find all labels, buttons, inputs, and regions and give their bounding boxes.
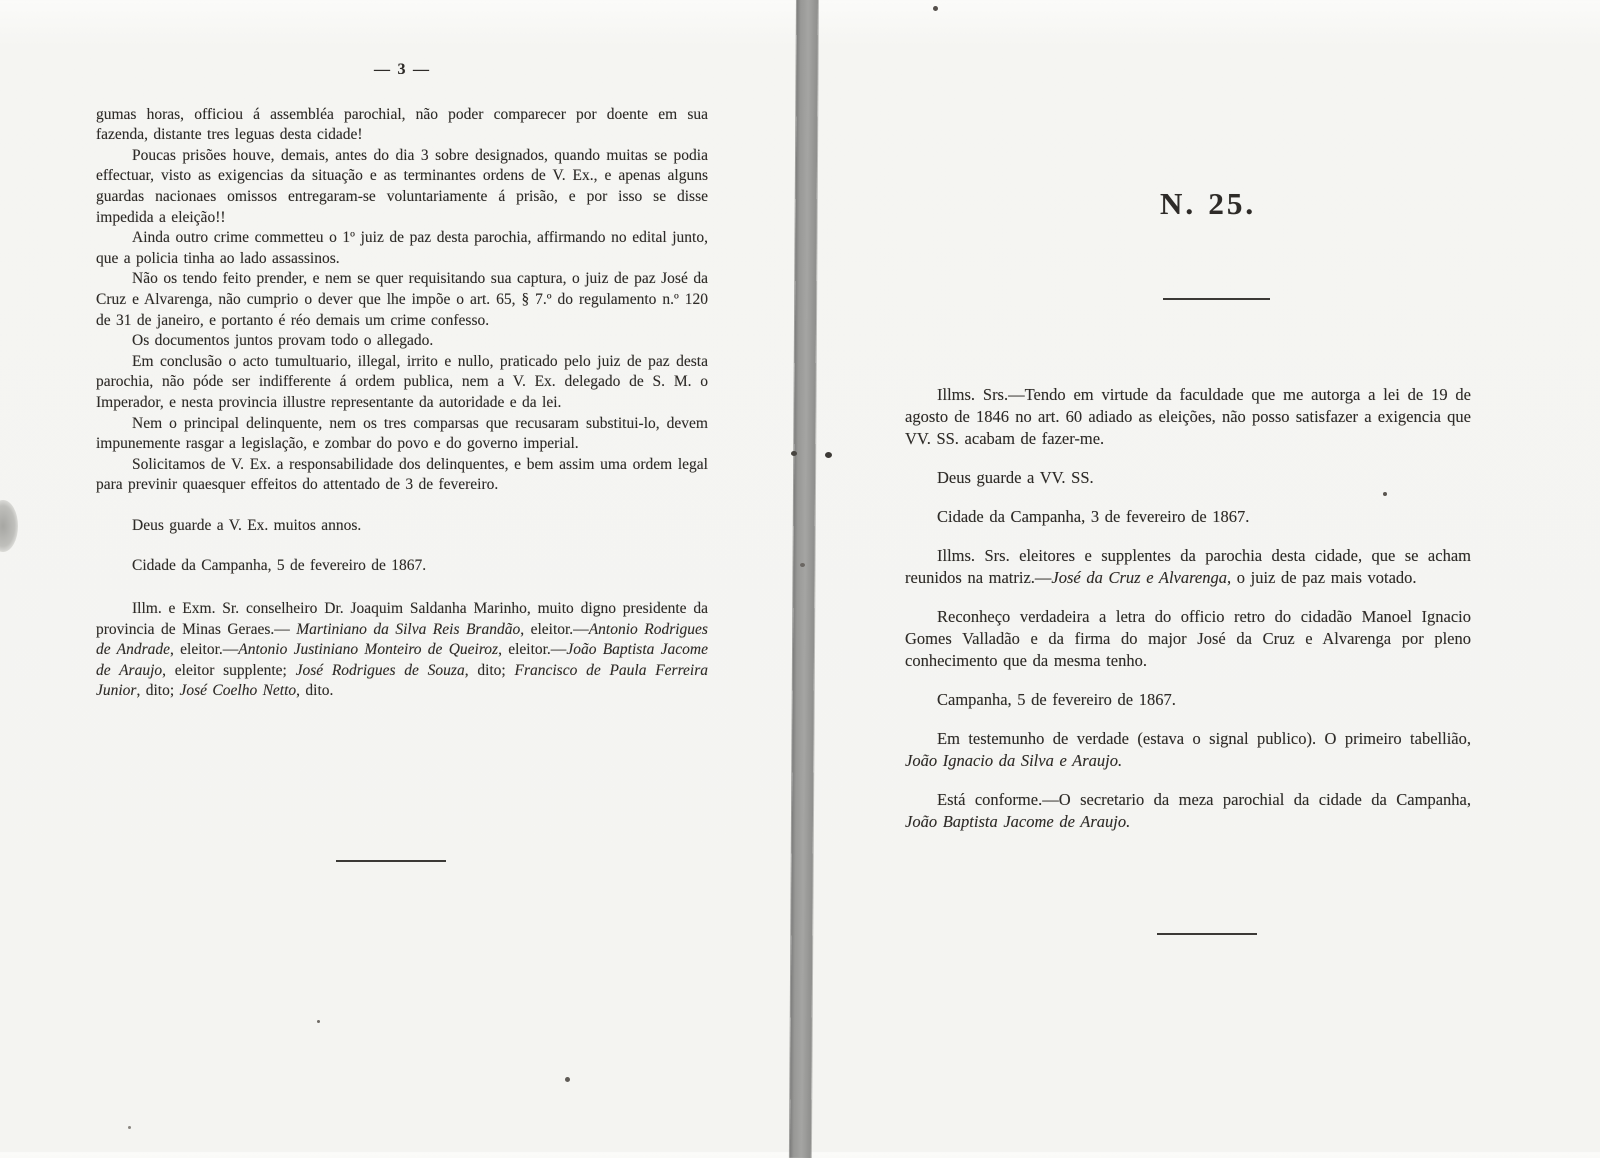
body-text: , o juiz de paz mais votado. xyxy=(1226,568,1417,587)
signature-text: , dito; xyxy=(136,682,180,700)
signature-paragraph xyxy=(96,599,708,702)
signer-name: Antonio Rodrigues de Andrade xyxy=(96,620,708,659)
signature-text: Illm. e Exm. Sr. conselheiro Dr. Joaquim Saldanha Marinho, muito digno presidente da provincia de Minas Geraes.— xyxy=(96,600,708,638)
signature-text: , eleitor.— xyxy=(170,641,239,659)
body-paragraph: Illms. Srs.—Tendo em virtude da faculdade que me autorga a lei de 19 de agosto de 1846 no art. 60 adiado as eleições, não posso satisfazer a exigencia que VV. SS. acabam de fazer-me. xyxy=(905,385,1471,448)
scan-speck xyxy=(317,1020,320,1023)
scan-speck xyxy=(1383,492,1387,496)
signer-name: Antonio Justiniano Monteiro de Queiroz xyxy=(238,641,499,659)
signature-text: , eleitor.— xyxy=(520,620,589,638)
closing-line: Cidade da Campanha, 5 de fevereiro de 1867. xyxy=(132,557,427,575)
signer-name: João Baptista Jacome de Araujo xyxy=(96,641,708,679)
body-text: Está conforme.—O secretario da meza parochial da cidade da Campanha, xyxy=(937,790,1471,809)
dateline: Cidade da Campanha, 3 de fevereiro de 1867. xyxy=(937,507,1250,526)
body-paragraph: Nem o principal delinquente, nem os tres comparsas que recusaram substitui-lo, devem impunemente rasgar a legislação, e zombar do povo e do governo imperial. xyxy=(96,414,708,453)
left-page xyxy=(96,60,708,862)
body-paragraph: Reconheço verdadeira a letra do officio retro do cidadão Manoel Ignacio Gomes Valladão e da firma do major José da Cruz e Alvarenga por pleno conhecimento que da mesma tenho. xyxy=(905,607,1471,670)
right-page xyxy=(905,186,1471,935)
closing-line: Deus guarde a VV. SS. xyxy=(937,468,1094,487)
signer-name: Francisco de Paula Ferreira Junior xyxy=(96,661,709,700)
body-paragraph: Em conclusão o acto tumultuario, illegal, irrito e nullo, praticado pelo juiz de paz desta parochia, não póde ser indifferente á ordem publica, nem a V. Ex. delegado de S. M. o Imperador, e nesta provincia illustre representante da autoridade e da lei. xyxy=(96,352,708,411)
body-paragraph xyxy=(905,789,1471,833)
body-paragraph: Solicitamos de V. Ex. a responsabilidade dos delinquentes, e bem assim uma ordem legal para previnir quaesquer effeitos do attentado de 3 de fevereiro. xyxy=(96,455,708,494)
signature-text: , eleitor.— xyxy=(498,641,567,659)
signature-text: , dito; xyxy=(464,661,515,679)
scan-speck xyxy=(565,1077,570,1082)
binding-gutter xyxy=(790,0,818,1158)
dateline: Campanha, 5 de fevereiro de 1867. xyxy=(937,690,1176,709)
signer-name: João Ignacio da Silva e Araujo. xyxy=(905,751,1123,770)
signer-name: Martiniano da Silva Reis Brandão xyxy=(296,620,521,638)
signer-name: José Coelho Netto xyxy=(179,682,297,700)
body-paragraph: Ainda outro crime commetteu o 1º juiz de paz desta parochia, affirmando no edital junto, que a policia tinha ao lado assassinos. xyxy=(96,229,708,267)
section-divider xyxy=(1163,298,1270,300)
scan-speck xyxy=(128,1126,131,1129)
scan-speck xyxy=(791,451,797,456)
body-paragraph xyxy=(905,545,1471,589)
section-divider xyxy=(336,860,446,862)
closing-line: Deus guarde a V. Ex. muitos annos. xyxy=(132,516,362,534)
signer-name: José Rodrigues de Souza xyxy=(295,661,465,679)
body-paragraph: Poucas prisões houve, demais, antes do dia 3 sobre designados, quando muitas se podia effectuar, visto as exigencias da situação e as terminantes ordens de V. Ex., e apenas alguns guardas nacionaes omissos entregaram-se voluntariamente á prisão, e por isso se disse impedida a eleição!! xyxy=(96,146,708,226)
body-text: Em testemunho de verdade (estava o signal publico). O primeiro tabellião, xyxy=(937,729,1471,748)
scan-speck xyxy=(933,6,938,11)
signer-name: José da Cruz e Alvarenga xyxy=(1051,568,1227,587)
section-divider xyxy=(1157,933,1257,935)
scan-speck xyxy=(825,452,832,458)
body-text: Illms. Srs. eleitores e supplentes da parochia desta cidade, que se acham reunidos na matriz.— xyxy=(905,546,1471,587)
scan-speck xyxy=(800,563,805,567)
body-paragraph: Não os tendo feito prender, e nem se quer requisitando sua captura, o juiz de paz José da Cruz e Alvarenga, não cumprio o dever que lhe impõe o art. 65, § 7.º do regulamento n.º 120 de 31 de janeiro, e portanto é réo demais um crime confesso. xyxy=(96,270,708,329)
body-paragraph: gumas horas, officiou á assembléa parochial, não poder comparecer por doente em sua fazenda, distante tres leguas desta cidade! xyxy=(96,105,708,144)
document-number-heading: N. 25. xyxy=(1160,186,1257,221)
punch-hole-mark xyxy=(0,500,18,552)
body-paragraph: Os documentos juntos provam todo o allegado. xyxy=(132,332,434,350)
signature-text: , eleitor supplente; xyxy=(162,661,296,679)
signature-text: , dito. xyxy=(296,682,334,700)
body-paragraph xyxy=(905,728,1471,772)
page-number: — 3 — xyxy=(374,61,430,78)
signer-name: João Baptista Jacome de Araujo. xyxy=(905,812,1131,831)
